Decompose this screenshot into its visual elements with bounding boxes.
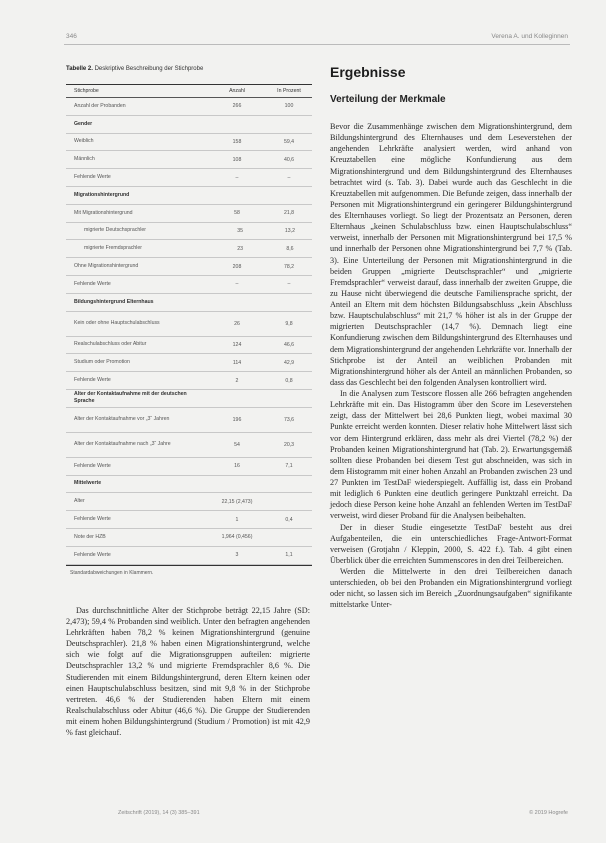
table-row — [66, 433, 312, 458]
table-section-row — [66, 294, 312, 312]
row-label: Alter der Kontaktaufnahme vor „3“ Jahren — [74, 416, 170, 423]
row-percent: 100 — [284, 103, 294, 110]
row-count: 108 — [232, 156, 242, 163]
table-row — [66, 372, 312, 390]
row-label: Studium oder Promotion — [74, 359, 130, 366]
paragraph: Das durchschnittliche Alter der Stichprobe beträgt 22,15 Jahre (SD: 2,473); 59,4 % Probanden sind weiblich. Unter den befragten angehenden Lehrkräften haben 78,2 % keinen Migrationshintergrund (genuine Deutschsprachler). 21,8 % haben einen Migrationshintergrund, welche sich wie folgt auf die Migrationsgruppen aufteilen: migrierte Deutschsprachler 13,2 % und migrierte Fremdsprachler 8,6 %. Die Studierenden mit einem Bildungshintergrund, deren Eltern keinen oder einen Hauptschulabschluss besitzen, sind mit 9,8 % in der Stichprobe vertreten. 46,6 % der Studierenden haben Eltern mit einem Realschulabschluss oder Abitur (46,6 %). Die Gruppe der Studierenden mit einem hohen Bildungshintergrund (Studium / Promotion) ist mit 42,9 % fast gleichauf. — [66, 606, 310, 738]
table-body — [66, 98, 312, 565]
row-count: – — [235, 174, 239, 181]
row-label: Kein oder ohne Hauptschulabschluss — [74, 320, 160, 327]
paragraph: Werden die Mittelwerte in den drei Teilbereichen danach unterschieden, ob bei den Probanden ein Migrationshintergrund vorliegt oder nicht, so lassen sich im Bereich „Zuordnungsaufgaben“ signifikante mittelstarke Unter- — [330, 567, 572, 610]
footer-citation: Zeitschrift (2019), 14 (3) 385–391 — [118, 810, 200, 816]
row-label: Migrationshintergrund — [74, 191, 130, 198]
table-row — [66, 98, 312, 116]
table-section-row — [66, 390, 312, 408]
row-label: Mittelwerte — [74, 480, 102, 487]
row-label: migrierte Fremdsprachler — [84, 245, 142, 252]
table-row — [66, 258, 312, 276]
header-rule — [64, 44, 570, 45]
row-label: Note der HZB — [74, 533, 106, 540]
table-row — [66, 240, 312, 258]
row-percent: 8,6 — [286, 245, 294, 252]
row-percent: 20,3 — [283, 441, 295, 448]
row-label: Fehlende Werte — [74, 516, 111, 523]
row-count: – — [235, 281, 239, 288]
table-header-row — [66, 84, 312, 98]
row-count: 266 — [232, 103, 242, 110]
row-percent: 7,1 — [285, 463, 293, 470]
section-heading: Ergebnisse — [330, 64, 406, 80]
row-count: 3 — [235, 552, 239, 559]
row-count: 58 — [234, 210, 240, 217]
table-row — [66, 493, 312, 511]
row-label: Anzahl der Probanden — [74, 102, 126, 109]
row-count: 208 — [232, 263, 242, 270]
row-label: Alter der Kontaktaufnahme mit der deutschen Sprache — [74, 391, 187, 405]
row-count: 158 — [232, 138, 242, 145]
row-percent: 21,8 — [283, 210, 295, 217]
running-title: Verena A. und Kolleginnen — [491, 33, 568, 40]
right-body-text — [330, 121, 572, 611]
table-row — [66, 354, 312, 372]
row-percent: 9,8 — [285, 320, 293, 327]
row-count: 196 — [232, 416, 242, 423]
row-label: Alter — [74, 498, 85, 505]
row-label: Weiblich — [74, 138, 94, 145]
table-row — [66, 511, 312, 529]
row-label: Fehlende Werte — [74, 551, 111, 558]
row-label: Bildungshintergrund Elternhaus — [74, 298, 154, 305]
table-row — [66, 151, 312, 169]
row-percent: 40,6 — [283, 156, 295, 163]
left-body-text — [66, 605, 310, 738]
table-footnote: Standardabweichungen in Klammern. — [66, 565, 312, 576]
paragraph: Bevor die Zusammenhänge zwischen dem Migrationshintergrund, dem Bildungshintergrund des Elternhauses und dem Leseverstehen der angehenden Lehrkräfte analysiert werden, wird anhand von Kreuztabellen eine mögliche Konfundierung aus dem Migrationshintergrund und dem Bildungshintergrund des Elternhauses betrachtet wird (s. Tab. 3). Dabei wurde auch das Geschlecht in die Kreuztabellen mit aufgenommen. Die Befunde zeigen, dass innerhalb der Personen mit Migrationshintergrund ein geringerer Bildungshintergrund des Elternhauses vorliegt. So liegt der Prozentsatz an Personen, deren Elternhaus „keinen Schulabschluss bzw. einen Hauptschulabschluss“ verweist, innerhalb der Personen mit Migrationshintergrund bei 17,5 % und innerhalb der Personen ohne Migrationshintergrund bei 7,7 % (Tab. 3). Eine Unterteilung der Personen mit Migrationshintergrund in die beiden Gruppen „migrierte Deutschsprachler“ und „migrierte Fremdsprachler“ verweist darauf, dass innerhalb der zweiten Gruppe, die zu Hause nicht überwiegend die deutsche Familiensprache spricht, der Anteil an Eltern mit dem höchsten Bildungsabschluss „kein Abschluss bzw. Hauptschulabschluss“ mit 21,7 % höher ist als in der Gruppe der migrierten Deutschsprachler (14,7 %). Demnach liegt eine Konfundierung zwischen dem Bildungshintergrund des Elternhauses und dem Migrationshintergrund der angehenden Lehrkräfte vor. Innerhalb der Stichprobe ist der Anteil an weiblichen Probanden mit Migrationshintergrund höher als der Anteil an männlichen Probanden, so dass das Geschlecht bei den folgenden Analysen kontrolliert wird. — [330, 122, 572, 387]
row-percent: 42,9 — [283, 359, 295, 366]
row-count: 114 — [232, 359, 242, 366]
table-row — [66, 276, 312, 294]
table-row — [66, 312, 312, 337]
row-count: 23 — [237, 245, 244, 252]
page-number: 346 — [66, 33, 77, 40]
row-label: Gender — [74, 120, 93, 127]
row-label: Ohne Migrationshintergrund — [74, 263, 139, 270]
row-percent: 59,4 — [283, 138, 295, 145]
table-caption-text: Deskriptive Beschreibung der Stichprobe — [94, 66, 204, 72]
row-percent: – — [287, 281, 291, 288]
row-count: 2 — [235, 377, 239, 384]
row-percent: 0,4 — [285, 516, 293, 523]
footer-copyright: © 2019 Hogrefe — [529, 810, 568, 816]
row-count: 1,964 (0,456) — [221, 534, 253, 541]
row-percent: 0,8 — [285, 377, 293, 384]
row-percent: 46,6 — [283, 341, 295, 348]
row-count: 26 — [234, 320, 240, 327]
row-label: Fehlende Werte — [74, 462, 111, 469]
table-row — [66, 337, 312, 355]
table-row — [66, 169, 312, 187]
subsection-heading: Verteilung der Merkmale — [330, 94, 446, 105]
row-count: 35 — [237, 227, 244, 234]
header-prozent: In Prozent — [277, 88, 301, 94]
row-label: Mit Migrationshintergrund — [74, 209, 133, 216]
paragraph: Der in dieser Studie eingesetzte TestDaF besteht aus drei Aufgabenteilen, die ein unterschiedliches Frage-Antwort-Format verweisen (Grotjahn / Kleppin, 2000, S. 422 f.). Tab. 4 gibt einen Überblick über die erreichten Summenscores in den drei Teilbereichen. — [330, 522, 572, 565]
row-percent: 13,2 — [284, 227, 296, 234]
row-label: Alter der Kontaktaufnahme nach „3“ Jahre — [74, 441, 171, 448]
row-count: 16 — [234, 463, 240, 470]
table-section-row — [66, 476, 312, 494]
table-row — [66, 205, 312, 223]
row-count: 1 — [235, 516, 239, 523]
table-caption-label: Tabelle 2. — [66, 66, 93, 72]
row-percent: 78,2 — [283, 263, 295, 270]
table-row — [66, 408, 312, 433]
table-row — [66, 547, 312, 565]
row-count: 54 — [234, 441, 240, 448]
row-percent: – — [287, 174, 291, 181]
header-stichprobe: Stichprobe — [74, 87, 99, 94]
table-caption — [66, 66, 312, 72]
table-section-row — [66, 187, 312, 205]
row-count: 22,15 (2,473) — [221, 498, 253, 505]
descriptive-table — [66, 84, 312, 576]
table-section-row — [66, 116, 312, 134]
table-row — [66, 458, 312, 476]
row-percent: 73,6 — [283, 416, 295, 423]
row-count: 124 — [232, 341, 242, 348]
row-label: Fehlende Werte — [74, 280, 111, 287]
table-row — [66, 529, 312, 547]
row-label: Fehlende Werte — [74, 174, 111, 181]
row-label: Fehlende Werte — [74, 377, 111, 384]
row-label: Realschulabschluss oder Abitur — [74, 341, 147, 348]
header-anzahl: Anzahl — [229, 88, 245, 94]
table-row — [66, 134, 312, 152]
row-percent: 1,1 — [285, 552, 293, 559]
table-row — [66, 223, 312, 241]
paragraph: In die Analysen zum Testscore flossen alle 266 befragten angehenden Lehrkräfte mit ein. Das Histogramm über den Score im Leseverstehen zeigt, dass der Mittelwert bei 28,6 Punkten liegt, wobei maximal 30 Punkte erreicht werden konnten. Dieser relativ hohe Mittelwert lässt sich vor dem Hintergrund erklären, dass mehr als drei Viertel (78,2 %) der Probanden keinen Migrationshintergrund hat (Tab. 2). Erwartungsgemäß sollten diese Probanden bei diesem Test gut abschneiden, was sich in dem Histogramm mit einer hohen Anzahl an Probanden zwischen 23 und 27 Punkten im TestDaF wiederspiegelt. Auffällig ist, dass ein Proband mit lediglich 6 Punkten eine deutlich geringere Punktzahl erreicht. Da jedoch diese Person keine hohe Anzahl an fehlenden Werten im TestDaF verweist, wird dieser Proband für die Analysen beibehalten. — [330, 389, 572, 521]
row-label: migrierte Deutschsprachler — [84, 227, 146, 234]
row-label: Männlich — [74, 156, 95, 163]
